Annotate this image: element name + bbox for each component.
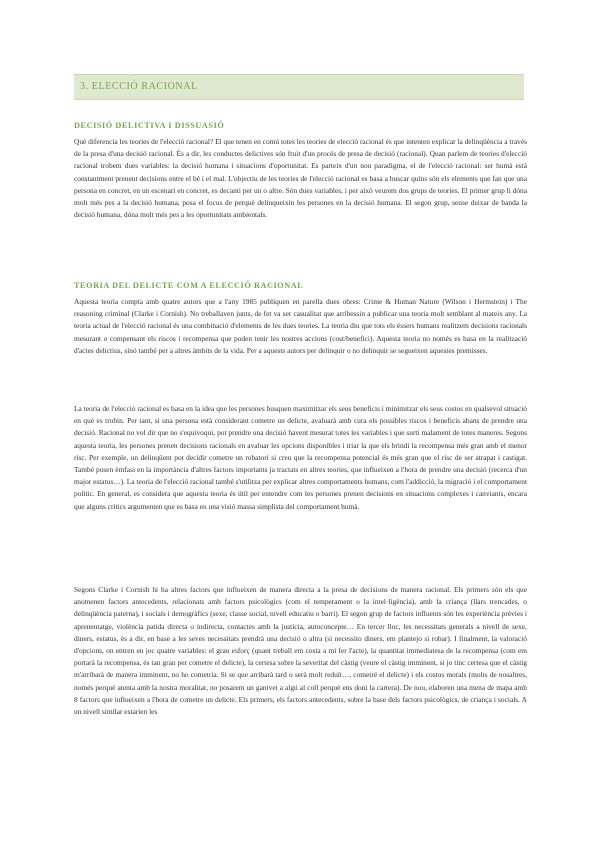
section-heading-banner [74,74,524,100]
subsection-title-teoria-delicte: TEORIA DEL DELICTE COM A ELECCIÓ RACIONAL [74,281,304,290]
paragraph-4: Segons Clarke i Cornish hi ha altres factors que influeixen de manera directa a la presa de decisions de manera racional. Els primers són els que anomenen factors antecedents, relacionats amb factors psicològics (com el temperament o la intel·ligència), amb la criança (llars trencades, o delinqüència paterna), i socials i demogràfics (sexe, classe social, nivell educatiu o barri). El segon grup de factors influents són les experiència prèvies i aprenentatge, violència patida directa o indirecta, contactes amb la justícia, autoconcepte… En tercer lloc, les necessitats generals a nivell de sexe, diners, estatus, és a dir, en base a les seves necessitats prendrà una decisió o altra (si necessito diners, em plantejo si robar). I finalment, la valoració d'opcions, on entren en joc quatre variables: el grau esforç (quant treball em costa a mi fer l'acte), la quantitat immediatesa de la recompensa (com em portarà la recompensa, és tan gran per cometre el delicte), la certesa sobre la severitat del càstig (veure el càstig imminent, si jo tinc certesa que el càstig m'arribarà de manera imminent, no ho cometria. Si se que arribarà tard o serà molt reduït…, cometré el delicte) i els costos morals (molts de nosaltres, només perquè atenta amb la nostra moralitat, no posarem un ganivet a algú al coll perquè ens doni la cartera). De nou, elaboren una mena de mapa amb 8 factors que influeixen a l'hora de cometre un delicte. Els primers, els factors antecedents, sobre la base dels factors psicològics, de criança i socials. A un nivell similar estarien les [74,585,527,717]
paragraph-2: Aquesta teoria compta amb quatre autors que a l'any 1985 publiquen en parella dues obres: Crime & Human Nature (Wilson i Hermstein) i The reasoning criminal (Clarke i Cornish). No treballaven junts, de fet va ser casualitat que arribessin a publicar una teoria molt semblant al mateix any. La teoria actual de l'elecció racional és una combinació d'elements de les dues teories. La teoria diu que tots els éssers humans realitzem decisions racionals mesurant o compensant els riscos i recompensa que poden tenir les nostres accions (cost/benefici). Aquesta teoria no només es basa en la realització d'actes delictius, sinó també per a altres àmbits de la vida. Per a aquests autors per delinquir o no delinquir se segueixen aquestes premisses. [74,297,527,355]
section-title: 3. ELECCIÓ RACIONAL [80,81,198,92]
subsection-title-decisio-delictiva: DECISIÓ DELICTIVA I DISSUASIÓ [74,121,225,130]
paragraph-3: La teoria de l'elecció racional es basa en la idea que les persones busquen maximitzar els seus beneficis i minimitzar els seus costos en qualsevol situació en què es trobin. Per tant, si una persona està considerant cometre un delicte, avaluarà amb cura els possibles riscos i beneficis abans de prendre una decisió. Racional no vol dir que no s'equivoqui, pot prendre una decisió havent mesurat totes les variables i que surti malament de totes maneres. Segons aquesta teoria, les persones prenen decisions racionals en avaluar les opcions disponibles i triar la que els brindi la recompensa més gran amb el menor risc. Per exemple, un delinqüent pot decidir cometre un robatori si creu que la recompensa potencial és més gran que el risc de ser atrapat i castigat. També posen èmfasi en la importància d'altres factors importants ja tractats en altres teories, que influeixen a l'hora de prendre una decisió (recerca d'un major estatus…). La teoria de l'elecció racional també s'utilitza per explicar altres comportaments humans, com l'addicció, la migració i el comportament polític. En general, es considera que aquesta teoria és útil per entendre com les persones prenen decisions en situacions complexes i canviants, encara que alguns crítics argumenten que es basa en una visió massa simplista del comportament humà. [74,404,527,511]
paragraph-1: Què diferencia les teories de l'elecció racional? El que tenen en comú totes les teories de elecció racional és que intenten explicar la delinqüència a través de la presa d'una decisió racional. És a dir, les conductes delictives són fruit d'un procés de presa de decisió (racional). Quan parlem de teories d'elecció racional trobem dues variables: la decisió humana i situacions d'oportunitat. Es parteix d'un nou paradigma, el de l'elecció racional: ser humà està constantment prenent decisions entre el bé i el mal. L'objectiu de les teories de l'elecció racional es basa a buscar quins són els elements que fan que una persona en concret, en un escenari en concret, es decanti per un o altre. Són dues variables, i per això veurem dos grups de teories. El primer grup li dóna molt més pes a la decisió humana, posa el focus de perquè delinqueixin les persones en la decisió humana. El segon grup, sense deixar de banda la decisió humana, dóna molt més pes a les oportunitats ambientals. [74,137,527,220]
